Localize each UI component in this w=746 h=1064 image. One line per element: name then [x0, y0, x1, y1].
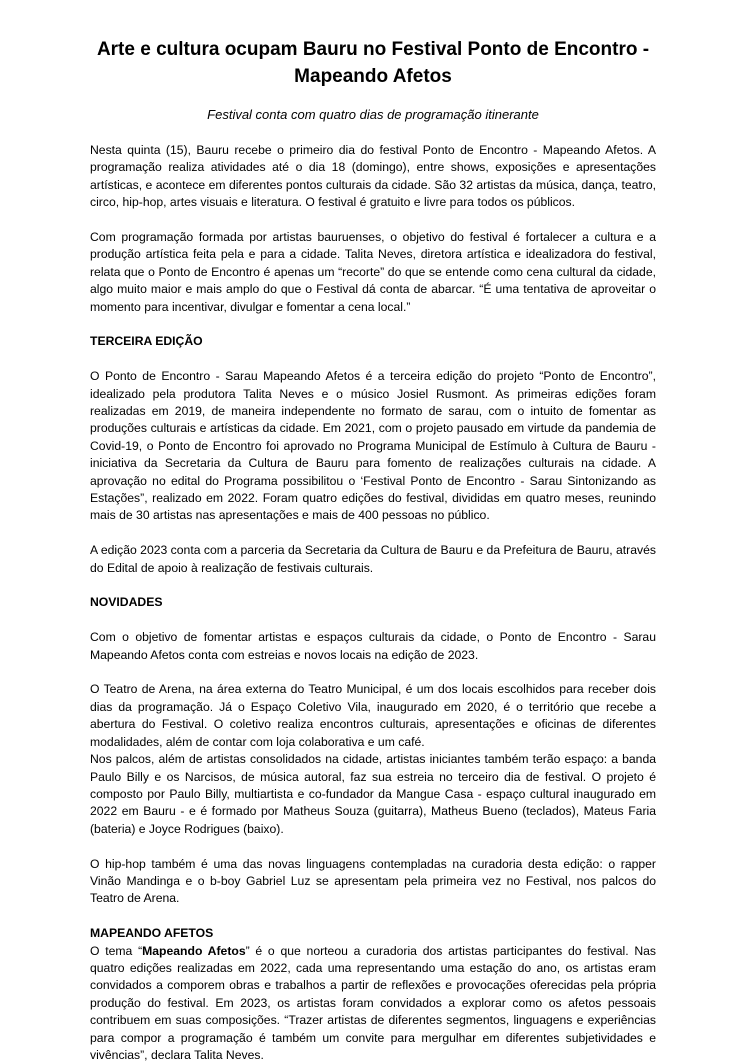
- terceira-edicao-paragraph-1: O Ponto de Encontro - Sarau Mapeando Afetos é a terceira edição do projeto “Ponto de Encontro”, idealizado pela produtora Talita Neves e o músico Josiel Rusmont. As primeiras edições foram realizadas em 2019, de maneira independente no formato de sarau, com o intuito de fomentar as produções culturais e artísticas da cidade. Em 2021, com o projeto pausado em virtude da pandemia de Covid-19, o Ponto de Encontro foi aprovado no Programa Municipal de Estímulo à Cultura de Bauru - iniciativa da Secretaria da Cultura de Bauru para fomento de realizações culturais na cidade. A aprovação no edital do Programa possibilitou o ‘Festival Ponto de Encontro - Sarau Sintonizando as Estações”, realizado em 2022. Foram quatro edições do festival, divididas em quatro meses, reunindo mais de 30 artistas nas apresentações e mais de 400 pessoas no público.: [90, 369, 656, 523]
- mapeando-text-rest: ” é o que norteou a curadoria dos artistas participantes do festival. Nas quatro edições realizadas em 2022, cada uma representando uma estação do ano, os artistas eram convidados a comporem obras e trabalhos a partir de reflexões e provocações oferecidas pela própria produção do festival. Em 2023, os artistas foram convidados a explorar como os afetos pessoais contribuem em suas composições. “Trazer artistas de diferentes segmentos, linguagens e experiências para compor a programação é também um convite para mergulhar em diferentes subjetividades e vivências”, declara Talita Neves.: [90, 943, 656, 1062]
- mapeando-afetos-emphasis: Mapeando Afetos: [142, 943, 246, 958]
- document-page: [90, 36, 656, 1064]
- terceira-edicao-paragraph-2: A edição 2023 conta com a parceria da Secretaria da Cultura de Bauru e da Prefeitura de Bauru, através do Edital de apoio à realização de festivais culturais.: [90, 543, 656, 575]
- novidades-paragraph-4: O hip-hop também é uma das novas linguagens contempladas na curadoria desta edição: o rapper Vinão Mandinga e o b-boy Gabriel Luz se apresentam pela primeira vez no Festival, nos palcos do Teatro de Arena.: [90, 856, 656, 906]
- section-heading-terceira-edicao: TERCEIRA EDIÇÃO: [90, 334, 203, 349]
- article-title: Arte e cultura ocupam Bauru no Festival Ponto de Encontro - Mapeando Afetos: [96, 39, 650, 87]
- mapeando-text-start: O tema “: [90, 943, 143, 958]
- section-heading-novidades: NOVIDADES: [90, 595, 163, 610]
- mapeando-afetos-paragraph-1: [90, 943, 656, 1064]
- intro-paragraph-1: Nesta quinta (15), Bauru recebe o primeiro dia do festival Ponto de Encontro - Mapeando Afetos. A programação realiza atividades até o dia 18 (domingo), entre shows, exposições e apresentações artísticas, e acontece em diferentes pontos culturais da cidade. São 32 artistas da música, dança, teatro, circo, hip-hop, artes visuais e literatura. O festival é gratuito e livre para todos os públicos.: [90, 143, 656, 210]
- novidades-paragraph-3: Nos palcos, além de artistas consolidados na cidade, artistas iniciantes também terão espaço: a banda Paulo Billy e os Narcisos, de música autoral, faz sua estreia no terceiro dia de festival. O projeto é composto por Paulo Billy, multiartista e co-fundador da Mangue Casa - espaço cultural inaugurado em 2022 em Bauru - e é formado por Matheus Souza (guitarra), Matheus Bueno (teclados), Mateus Faria (bateria) e Joyce Rodrigues (baixo).: [90, 752, 656, 836]
- article-subtitle: Festival conta com quatro dias de programação itinerante: [207, 107, 539, 122]
- section-heading-mapeando-afetos: MAPEANDO AFETOS: [90, 926, 214, 941]
- novidades-paragraph-2: O Teatro de Arena, na área externa do Teatro Municipal, é um dos locais escolhidos para receber dois dias da programação. Já o Espaço Coletivo Vila, inaugurado em 2020, é o território que recebe a abertura do Festival. O coletivo realiza encontros culturais, apresentações e oficinas de diferentes modalidades, além de contar com loja colaborativa e um café.: [90, 682, 656, 749]
- intro-paragraph-2: Com programação formada por artistas bauruenses, o objetivo do festival é fortalecer a cultura e a produção artística feita pela e para a cidade. Talita Neves, diretora artística e idealizadora do festival, relata que o Ponto de Encontro é apenas um “recorte” do que se entende como cena cultural da cidade, algo muito maior e mais amplo do que o Festival dá conta de abarcar. “É uma tentativa de aproveitar o momento para incentivar, divulgar e fomentar a cena local.”: [90, 230, 656, 314]
- novidades-paragraph-1: Com o objetivo de fomentar artistas e espaços culturais da cidade, o Ponto de Encontro - Sarau Mapeando Afetos conta com estreias e novos locais na edição de 2023.: [90, 630, 656, 662]
